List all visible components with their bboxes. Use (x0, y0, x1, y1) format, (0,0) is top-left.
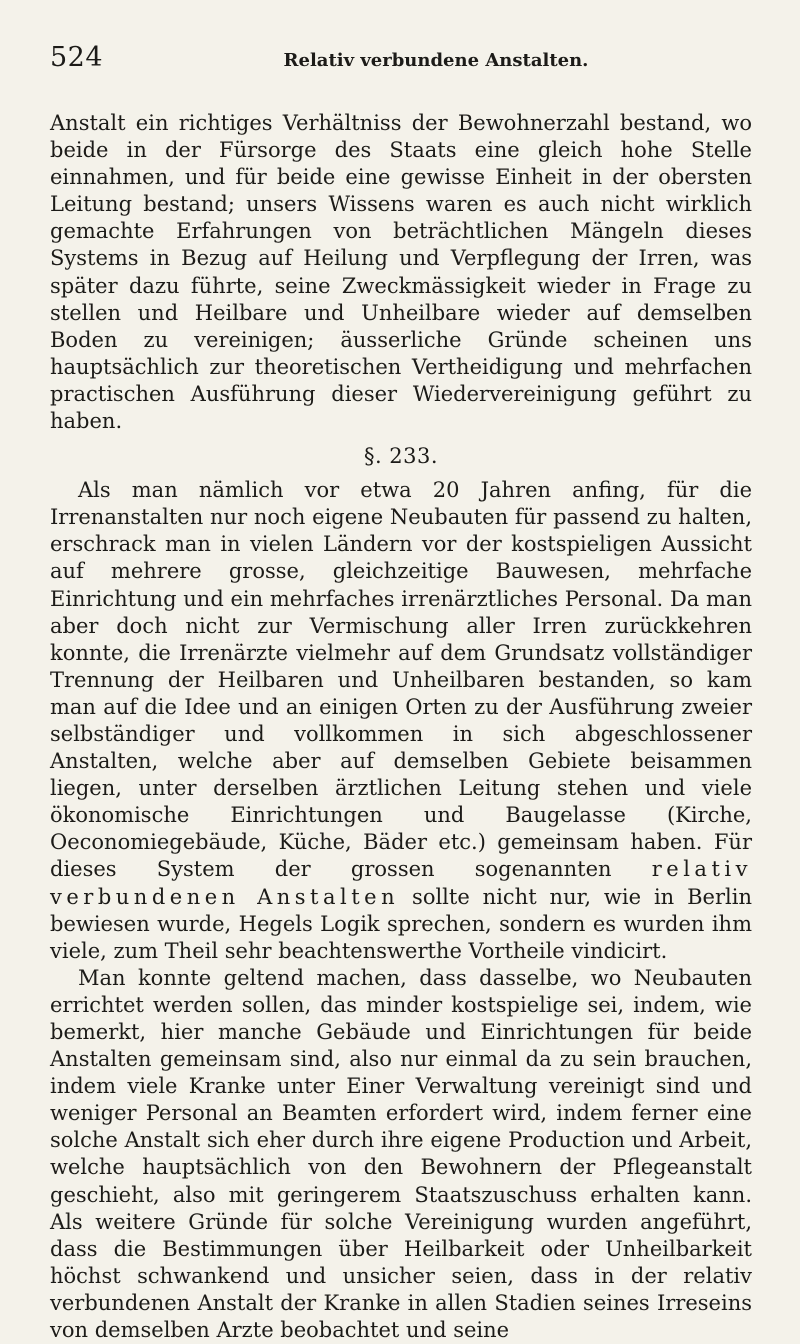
book-page (50, 42, 752, 1344)
emphasized-term: relativ verbundenen Anstalten (50, 857, 752, 909)
page-header (50, 42, 752, 82)
paragraph-continuation: Anstalt ein richtiges Verhältniss der Bewohnerzahl bestand, wo beide in der Fürsorge des Staats eine gleich hohe Stelle einnahmen, und für beide eine gewisse Einheit in der obersten Leitung bestand; unsers Wissens waren es auch nicht wirklich gemachte Erfahrungen von beträchtlichen Mängeln dieses Systems in Bezug auf Heilung und Verpflegung der Irren, was später dazu führte, seine Zweckmässigkeit wieder in Frage zu stellen und Heilbare und Unheilbare wieder auf demselben Boden zu vereinigen; äusserliche Gründe scheinen uns hauptsächlich zur theoretischen Vertheidigung und mehrfachen practischen Ausführung dieser Wiedervereinigung geführt zu haben. (50, 111, 752, 434)
page-number: 524 (50, 42, 104, 73)
running-title: Relativ verbundene Anstalten. (283, 50, 589, 71)
paragraph-text-after-emphasis: sollte nicht nur, wie in Berlin bewiesen wurde, Hegels Logik sprechen, sondern es wurden ihm viele, zum Theil sehr beachtenswerthe Vortheile vindicirt. (50, 884, 752, 963)
paragraph-section-233 (50, 477, 752, 965)
paragraph-arguments: Man konnte geltend machen, dass dasselbe, wo Neubauten errichtet werden sollen, das minder kostspielige sei, indem, wie bemerkt, hier manche Gebäude und Einrichtungen für beide Anstalten gemeinsam sind, also nur einmal da zu sein brauchen, indem viele Kranke unter Einer Verwaltung vereinigt sind und weniger Personal an Beamten erfordert wird, indem ferner eine solche Anstalt sich eher durch ihre eigene Production und Arbeit, welche hauptsächlich von den Bewohnern der Pflegeanstalt geschieht, also mit geringerem Staatszuschuss erhalten kann. Als weitere Gründe für solche Vereinigung wurden angeführt, dass die Bestimmungen über Heilbarkeit oder Unheilbarkeit höchst schwankend und unsicher seien, dass in der relativ verbundenen Anstalt der Kranke in allen Stadien seines Irreseins von demselben Arzte beobachtet und seine (50, 965, 752, 1343)
section-heading: §. 233. (363, 444, 439, 469)
paragraph-text-before-emphasis: Als man nämlich vor etwa 20 Jahren anfing, für die Irrenanstalten nur noch eigene Neubauten für passend zu halten, erschrack man in vielen Ländern vor der kostspieligen Aussicht auf mehrere grosse, gleichzeitige Bauwesen, mehrfache Einrichtung und ein mehrfaches irrenärztliches Personal. Da man aber doch nicht zur Vermischung aller Irren zurückkehren konnte, die Irrenärzte vielmehr auf dem Grundsatz vollständiger Trennung der Heilbaren und Unheilbaren bestanden, so kam man auf die Idee und an einigen Orten zu der Ausführung zweier selbständiger und vollkommen in sich abgeschlossener Anstalten, welche aber auf demselben Gebiete beisammen liegen, unter derselben ärztlichen Leitung stehen und viele ökonomische Einrichtungen und Baugelasse (Kirche, Oeconomiegebäude, Küche, Bäder etc.) gemeinsam haben. Für dieses System der grossen sogenannten (50, 478, 752, 882)
